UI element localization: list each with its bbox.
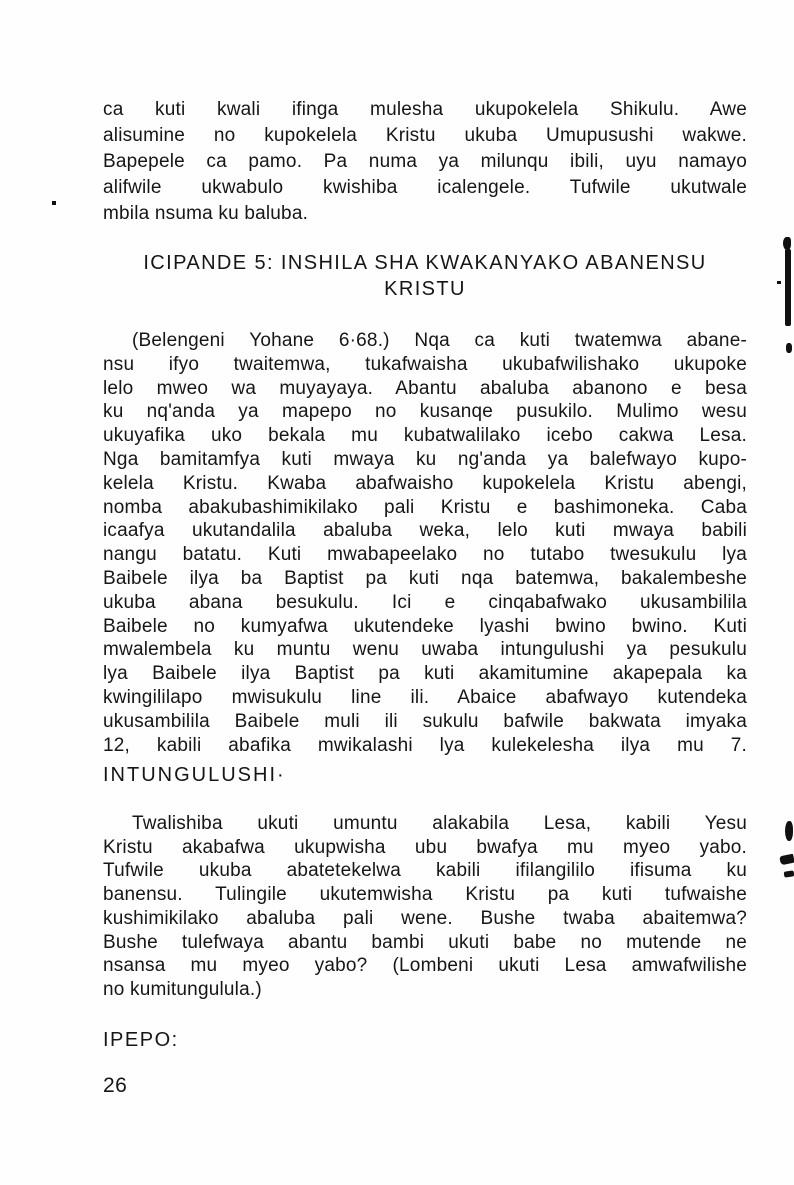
text-line: Bapepele ca pamo. Pa numa ya milunqu ibili, uyu namayo <box>103 151 747 172</box>
text-line: alifwile ukwabulo kwishiba icalengele. Tufwile ukutwale <box>103 177 747 198</box>
text-line: alisumine no kupokelela Kristu ukuba Umupusushi wakwe. <box>103 125 747 146</box>
text-line: kushimikilako abaluba pali wene. Bushe twaba abaitemwa? <box>103 907 747 929</box>
text-line: lelo mweo wa muyayaya. Abantu abaluba abanono e besa <box>103 377 747 399</box>
page-number: 26 <box>103 1074 128 1097</box>
paragraph-chapter-body <box>103 329 747 757</box>
text-line: Twalishiba ukuti umuntu alakabila Lesa, kabili Yesu <box>132 813 747 834</box>
text-line: banensu. Tulingile ukutemwisha Kristu pa kuti tufwaishe <box>103 884 747 906</box>
ink-dash <box>784 870 794 877</box>
chapter-heading <box>103 250 747 302</box>
text-line: 12, kabili abafika mwikalashi lya kulekelesha ilya mu 7. <box>103 734 747 756</box>
text-line: Baibele ilya ba Baptist pa kuti nqa batemwa, bakalembeshe <box>103 567 747 589</box>
text-line: Nga bamitamfya kuti mwaya ku ng'anda ya balefwayo kupo- <box>103 448 747 470</box>
text-line: kelela Kristu. Kwaba abafwaisho kupokelela Kristu abengi, <box>103 472 747 494</box>
text-line: nsu ifyo twaitemwa, tukafwaisha ukubafwilishako ukupoke <box>103 353 747 375</box>
text-line: Bushe tulefwaya abantu bambi ukuti babe no mutende ne <box>103 931 747 953</box>
text-line: no kumitungulula.) <box>103 978 262 1000</box>
text-line: (Belengeni Yohane 6·68.) Nqa ca kuti twatemwa abane- <box>132 330 747 351</box>
paragraph-section-body <box>103 812 747 1002</box>
prayer-heading: IPEPO: <box>103 1029 179 1051</box>
text-line: icaafya ukutandalila abaluba weka, lelo kuti mwaya babili <box>103 520 747 542</box>
scan-streak-fleck <box>777 281 781 284</box>
text-line: ca kuti kwali ifinga mulesha ukupokelela Shikulu. Awe <box>103 99 747 120</box>
text-line: Tufwile ukuba abatetekelwa kabili ifilangililo ifisuma ku <box>103 860 747 882</box>
text-line: nomba abakubashimikilako pali Kristu e bashimoneka. Caba <box>103 496 747 518</box>
text-line: mwalembela ku muntu wenu uwaba intungulushi ya pesukulu <box>103 639 747 661</box>
text-line: mbila nsuma ku baluba. <box>103 203 309 224</box>
paragraph-top <box>103 97 747 227</box>
chapter-heading-line2: KRISTU <box>384 278 466 300</box>
text-line: Kristu akabafwa ukupwisha ubu bwafya mu myeo yabo. <box>103 836 747 858</box>
text-line: ukuba abana besukulu. Ici e cinqabafwako ukusambilila <box>103 591 747 613</box>
text-line: nangu batatu. Kuti mwabapeelako no tutabo twesukulu lya <box>103 544 747 566</box>
chapter-heading-line1: ICIPANDE 5: INSHILA SHA KWAKANYAKO ABANENSU <box>143 252 707 274</box>
text-line: ukuyafika uko bekala mu kubatwalilako icebo cakwa Lesa. <box>103 425 747 447</box>
text-line: kwingililapo mwisukulu line ili. Abaice abafwayo kutendeka <box>103 686 747 708</box>
text-line: ukusambilila Baibele muli ili sukulu bafwile bakwata imyaka <box>103 710 747 732</box>
ink-blob <box>785 821 793 841</box>
scan-streak-tail <box>786 343 792 353</box>
text-line: ku nq'anda ya mapepo no kusanqe pusukilo. Mulimo wesu <box>103 401 747 423</box>
section-heading: INTUNGULUSHI· <box>103 764 286 786</box>
text-line: nsansa mu myeo yabo? (Lombeni ukuti Lesa amwafwilishe <box>103 955 747 977</box>
text-line: lya Baibele ilya Baptist pa kuti akamitumine akapepala ka <box>103 663 747 685</box>
ink-mark <box>779 854 794 866</box>
scan-streak-bar <box>785 249 791 326</box>
text-line: Baibele no kumyafwa ukutendeke lyashi bwino bwino. Kuti <box>103 615 747 637</box>
ink-speck <box>52 201 56 205</box>
